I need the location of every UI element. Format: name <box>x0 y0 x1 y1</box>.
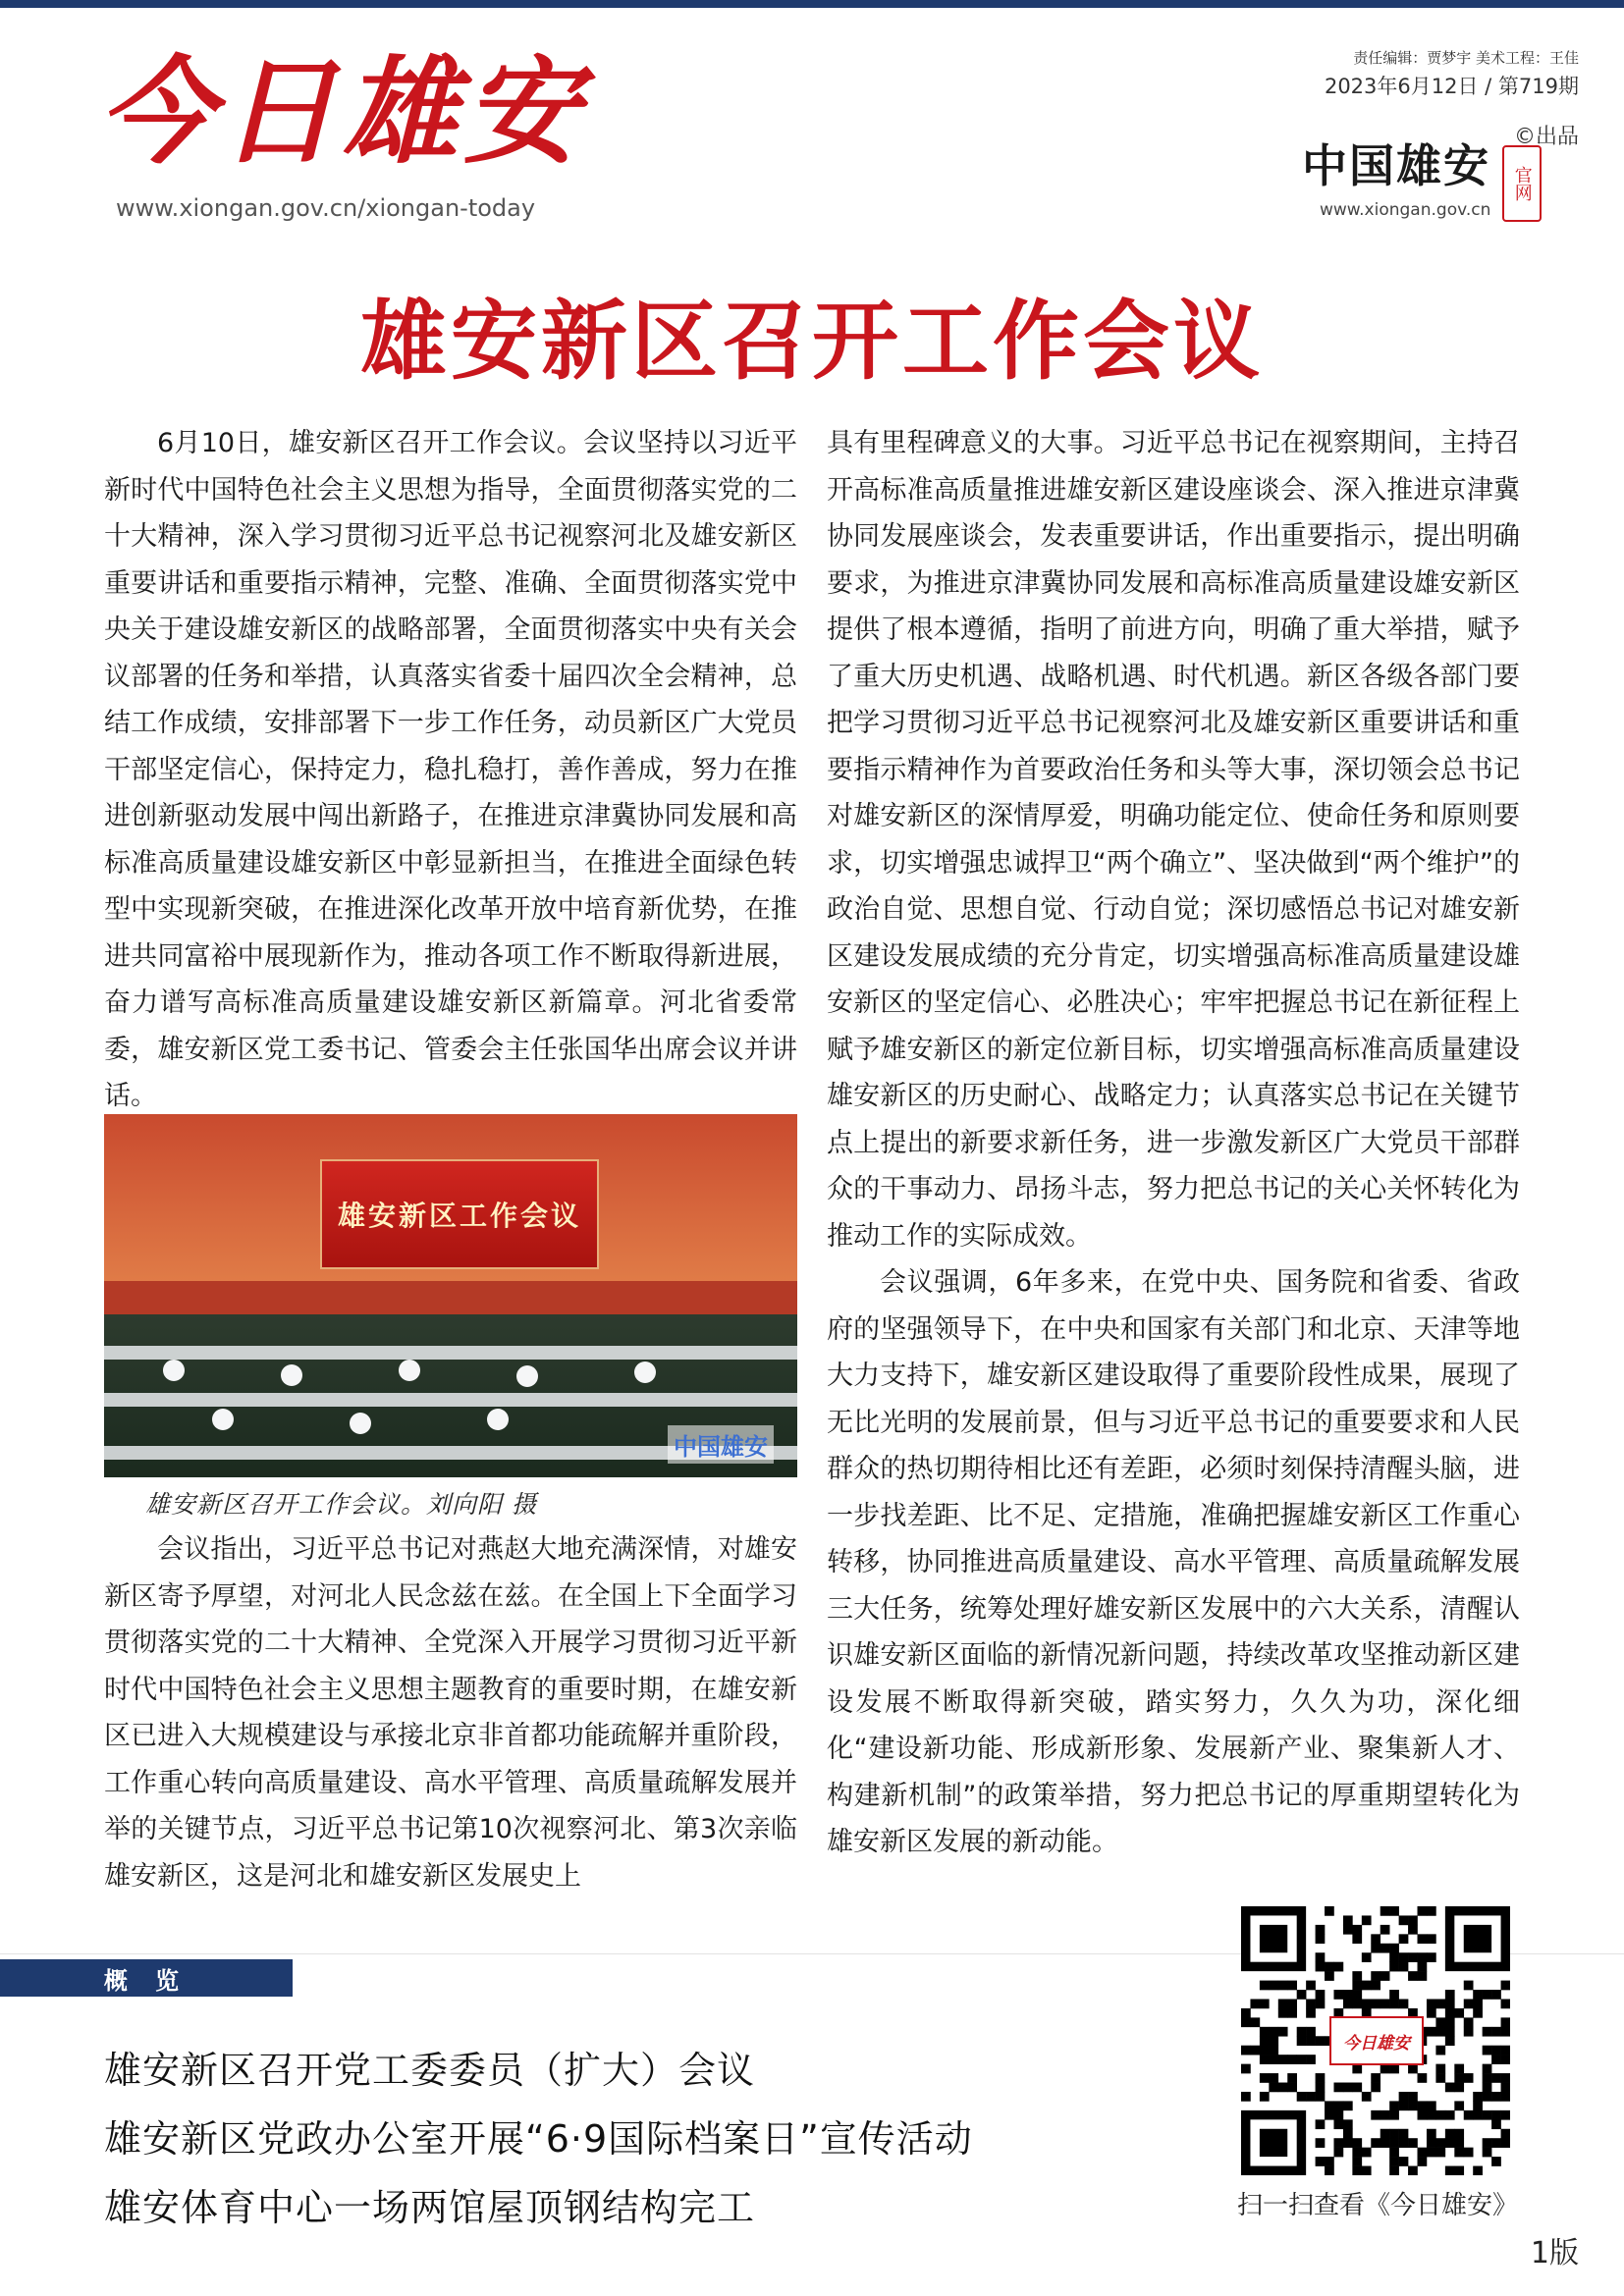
qr-module <box>1260 1981 1270 1991</box>
qr-module <box>1473 2101 1483 2110</box>
qr-module <box>1418 1962 1428 1972</box>
qr-module <box>1399 2138 1409 2148</box>
qr-module <box>1427 1934 1436 1944</box>
qr-module <box>1399 1962 1409 1972</box>
qr-module <box>1333 2138 1343 2148</box>
photo-attendee <box>212 1409 234 1430</box>
qr-module <box>1501 2046 1510 2056</box>
qr-module <box>1389 1990 1399 2000</box>
qr-module <box>1491 2119 1501 2129</box>
qr-module <box>1408 2064 1418 2074</box>
qr-module <box>1362 1999 1372 2008</box>
qr-module <box>1445 2110 1455 2120</box>
qr-module <box>1352 2138 1362 2148</box>
qr-module <box>1464 2110 1474 2120</box>
overview-tag: 概 览 <box>0 1959 293 1997</box>
qr-module <box>1427 2148 1436 2158</box>
qr-module <box>1380 2129 1390 2139</box>
qr-module <box>1473 1990 1483 2000</box>
qr-module <box>1418 1906 1428 1916</box>
qr-module <box>1241 2092 1251 2102</box>
qr-module <box>1464 2017 1474 2027</box>
qr-module <box>1389 1952 1399 1962</box>
editor-credits: 责任编辑：贾梦宇 美术工程：王佳 <box>1353 49 1579 67</box>
qr-module <box>1445 2166 1455 2175</box>
qr-center-logo: 今日雄安 <box>1329 2016 1424 2065</box>
qr-module <box>1473 1999 1483 2008</box>
qr-module <box>1445 1990 1455 2000</box>
qr-module <box>1306 1981 1316 1991</box>
qr-module <box>1389 2110 1399 2120</box>
qr-module <box>1278 2008 1288 2018</box>
article-column-right <box>827 420 1520 1866</box>
qr-module <box>1435 2110 1445 2120</box>
qr-module <box>1399 2129 1409 2139</box>
qr-module <box>1483 2092 1492 2102</box>
qr-module <box>1260 2092 1270 2102</box>
qr-module <box>1435 2138 1445 2148</box>
qr-module <box>1306 2092 1316 2102</box>
qr-module <box>1287 2055 1297 2064</box>
qr-module <box>1435 1999 1445 2008</box>
qr-module <box>1389 2157 1399 2166</box>
qr-module <box>1427 2008 1436 2018</box>
qr-module <box>1501 2110 1510 2120</box>
qr-module <box>1483 2110 1492 2120</box>
photo-table-row <box>104 1393 797 1407</box>
qr-module <box>1445 2129 1455 2139</box>
qr-module <box>1408 2166 1418 2175</box>
qr-module <box>1343 2129 1353 2139</box>
qr-module <box>1343 2138 1353 2148</box>
qr-module <box>1343 1999 1353 2008</box>
article-paragraph-3: 会议强调，6年多来，在党中央、国务院和省委、省政府的坚强领导下，在中央和国家有关部门和北京、天津等地大力支持下，雄安新区建设取得了重要阶段性成果，展现了无比光明的发展前景，但与习近平总书记的重要要求和人民群众的热切期待相比还有差距，必须时刻保持清醒头脑，进一步找差距、比不足、定措施，准确把握雄安新区工作重心转移，协同推进高质量建设、高水平管理、高质量疏解发展三大任务，统筹处理好雄安新区发展中的六大关系，清醒认识雄安新区面临的新情况新问题，持续改革攻坚推动新区建设发展不断取得新突破，踏实努力，久久为功，深化细化“建设新功能、形成新形象、发展新产业、聚集新人才、构建新机制”的政策举措，努力把总书记的厚重期望转化为雄安新区发展的新动能。 <box>827 1267 1520 1857</box>
masthead-title: 今日雄安 <box>98 43 586 180</box>
qr-module <box>1269 2055 1278 2064</box>
qr-module <box>1501 2055 1510 2064</box>
photo-attendee <box>399 1360 420 1381</box>
qr-module <box>1333 2119 1343 2129</box>
qr-module <box>1306 2027 1316 2037</box>
qr-module <box>1435 2017 1445 2027</box>
produced-by: ©出品 <box>1513 125 1579 149</box>
qr-module <box>1418 1952 1428 1962</box>
qr-module <box>1473 2110 1483 2120</box>
qr-module <box>1501 2027 1510 2037</box>
qr-module <box>1287 2008 1297 2018</box>
photo-attendee <box>281 1364 302 1386</box>
qr-module <box>1418 1934 1428 1944</box>
qr-module <box>1445 2138 1455 2148</box>
qr-module <box>1269 2027 1278 2037</box>
qr-module <box>1333 2101 1343 2110</box>
qr-module <box>1352 1971 1362 1981</box>
qr-module <box>1418 2110 1428 2120</box>
qr-module <box>1435 2027 1445 2037</box>
qr-module <box>1501 2017 1510 2027</box>
qr-module <box>1269 2073 1278 2083</box>
qr-module <box>1501 2092 1510 2102</box>
qr-module <box>1445 2017 1455 2027</box>
qr-module <box>1260 2073 1270 2083</box>
qr-module <box>1483 2046 1492 2056</box>
qr-module <box>1269 2046 1278 2056</box>
qr-module <box>1427 2138 1436 2148</box>
qr-module <box>1483 2083 1492 2093</box>
qr-module <box>1445 2027 1455 2037</box>
qr-module <box>1435 2064 1445 2074</box>
qr-module <box>1371 1971 1380 1981</box>
qr-module <box>1418 2157 1428 2166</box>
qr-module <box>1325 2101 1334 2110</box>
qr-module <box>1371 1944 1380 1953</box>
qr-module <box>1380 1925 1390 1935</box>
photo-attendee <box>163 1360 185 1381</box>
qr-module <box>1260 2055 1270 2064</box>
qr-module <box>1501 2073 1510 2083</box>
qr-module <box>1316 1999 1326 2008</box>
page-number: 1版 <box>1530 2236 1579 2270</box>
qr-module <box>1418 2148 1428 2158</box>
qr-module <box>1278 1981 1288 1991</box>
qr-module <box>1408 1971 1418 1981</box>
qr-module <box>1483 1990 1492 2000</box>
qr-module <box>1380 2138 1390 2148</box>
qr-module <box>1287 1981 1297 1991</box>
qr-module <box>1399 2092 1409 2102</box>
qr-module <box>1399 1915 1409 1925</box>
qr-module <box>1352 1925 1362 1935</box>
qr-module <box>1418 2101 1428 2110</box>
qr-caption: 扫一扫查看《今日雄安》 <box>1236 2191 1518 2220</box>
qr-module <box>1343 2119 1353 2129</box>
photo-attendee <box>516 1365 538 1387</box>
qr-module <box>1380 2110 1390 2120</box>
photo-caption: 雄安新区召开工作会议。刘向阳 摄 <box>145 1490 537 1519</box>
qr-module <box>1352 1990 1362 2000</box>
qr-module <box>1483 2064 1492 2074</box>
qr-module <box>1435 2073 1445 2083</box>
qr-module <box>1435 2046 1445 2056</box>
qr-module <box>1491 2046 1501 2056</box>
qr-module <box>1445 2008 1455 2018</box>
qr-module <box>1389 1999 1399 2008</box>
qr-module <box>1380 2064 1390 2074</box>
qr-module <box>1269 2036 1278 2046</box>
qr-module <box>1445 1999 1455 2008</box>
article-column-left-bottom <box>104 1526 797 1899</box>
qr-module <box>1362 2092 1372 2102</box>
qr-module <box>1306 1999 1316 2008</box>
qr-module <box>1260 1925 1287 1952</box>
qr-module <box>1380 1971 1390 1981</box>
qr-module <box>1380 1944 1390 1953</box>
qr-module <box>1352 2064 1362 2074</box>
qr-module <box>1297 2036 1307 2046</box>
qr-module <box>1278 2027 1288 2037</box>
qr-module <box>1352 1981 1362 1991</box>
qr-module <box>1260 2027 1270 2037</box>
qr-module <box>1316 1990 1326 2000</box>
qr-module <box>1427 2027 1436 2037</box>
qr-module <box>1260 2129 1287 2157</box>
qr-module <box>1343 1915 1353 1925</box>
qr-module <box>1316 2036 1326 2046</box>
qr-module <box>1399 2157 1409 2166</box>
qr-module <box>1241 2064 1251 2074</box>
qr-module <box>1343 1925 1353 1935</box>
qr-module <box>1491 1990 1501 2000</box>
qr-module <box>1316 1925 1326 1935</box>
photo-attendee <box>487 1409 509 1430</box>
qr-module <box>1352 2148 1362 2158</box>
qr-module <box>1278 2055 1288 2064</box>
qr-module <box>1380 1906 1390 1916</box>
qr-module <box>1501 1981 1510 1991</box>
qr-module <box>1464 1925 1491 1952</box>
logo-url[interactable]: www.xiongan.gov.cn <box>1320 200 1491 220</box>
qr-module <box>1491 2138 1501 2148</box>
photo-watermark: 中国雄安 <box>668 1425 774 1464</box>
qr-module <box>1343 2101 1353 2110</box>
qr-module <box>1287 2083 1297 2093</box>
qr-module <box>1491 2110 1501 2120</box>
qr-module <box>1325 1962 1334 1972</box>
official-site-badge-text: 官网 <box>1511 166 1533 201</box>
qr-module <box>1333 2083 1343 2093</box>
qr-module <box>1297 2055 1307 2064</box>
qr-module <box>1306 2008 1316 2018</box>
qr-module <box>1389 2148 1399 2158</box>
qr-module <box>1445 2083 1455 2093</box>
qr-module <box>1491 2092 1501 2102</box>
photo-stage-screen <box>320 1159 599 1269</box>
qr-module <box>1464 2148 1474 2158</box>
qr-module <box>1380 1999 1390 2008</box>
overview-item[interactable]: 雄安新区召开党工委委员（扩大）会议 <box>104 2049 756 2092</box>
qr-code[interactable] <box>1241 1906 1510 2175</box>
qr-module <box>1260 1999 1270 2008</box>
qr-module <box>1473 2008 1483 2018</box>
qr-module <box>1454 2166 1464 2175</box>
qr-module <box>1352 2157 1362 2166</box>
qr-module <box>1352 1999 1362 2008</box>
qr-module <box>1260 2046 1270 2056</box>
qr-module <box>1306 2036 1316 2046</box>
qr-module <box>1333 2110 1343 2120</box>
qr-module <box>1389 1962 1399 1972</box>
qr-module <box>1325 1971 1334 1981</box>
qr-module <box>1325 1906 1334 1916</box>
qr-module <box>1250 2046 1260 2056</box>
qr-module <box>1454 2083 1464 2093</box>
qr-module <box>1418 2073 1428 2083</box>
photo-screen-text: 雄安新区工作会议 <box>337 1200 581 1232</box>
qr-module <box>1445 2036 1455 2046</box>
qr-module <box>1316 2092 1326 2102</box>
overview-item[interactable]: 雄安体育中心一场两馆屋顶钢结构完工 <box>104 2186 756 2229</box>
qr-module <box>1464 1981 1474 1991</box>
qr-module <box>1427 2101 1436 2110</box>
qr-module <box>1408 2138 1418 2148</box>
qr-module <box>1371 1999 1380 2008</box>
qr-module <box>1371 1981 1380 1991</box>
qr-module <box>1418 1971 1428 1981</box>
qr-module <box>1325 2110 1334 2120</box>
qr-module <box>1333 1962 1343 1972</box>
qr-module <box>1389 1906 1399 1916</box>
qr-module <box>1325 2166 1334 2175</box>
photo-attendee <box>634 1362 656 1383</box>
qr-module <box>1278 2083 1288 2093</box>
qr-module <box>1408 2092 1418 2102</box>
qr-module <box>1371 2110 1380 2120</box>
photo-attendee <box>350 1413 371 1434</box>
qr-module <box>1316 1934 1326 1944</box>
qr-module <box>1427 1999 1436 2008</box>
qr-module <box>1408 1915 1418 1925</box>
qr-module <box>1269 2083 1278 2093</box>
qr-module <box>1427 2110 1436 2120</box>
qr-module <box>1501 2083 1510 2093</box>
qr-module <box>1501 2129 1510 2139</box>
qr-module <box>1241 2008 1251 2018</box>
qr-module <box>1491 2073 1501 2083</box>
qr-module <box>1333 2148 1343 2158</box>
qr-module <box>1389 2101 1399 2110</box>
qr-module <box>1454 2129 1464 2139</box>
masthead-url[interactable]: www.xiongan.gov.cn/xiongan-today <box>116 194 536 222</box>
qr-module <box>1297 2092 1307 2102</box>
qr-module <box>1316 2119 1326 2129</box>
official-site-badge <box>1502 145 1542 222</box>
issue-date: 2023年6月12日 / 第719期 <box>1324 75 1579 98</box>
article-paragraph-2-continued: 具有里程碑意义的大事。习近平总书记在视察期间，主持召开高标准高质量推进雄安新区建设座谈会、深入推进京津冀协同发展座谈会，发表重要讲话，作出重要指示，提出明确要求，为推进京津冀协同发展和高标准高质量建设雄安新区提供了根本遵循，指明了前进方向，明确了重大举措，赋予了重大历史机遇、战略机遇、时代机遇。新区各级各部门要把学习贯彻习近平总书记视察河北及雄安新区重要讲话和重要指示精神作为首要政治任务和头等大事，深切领会总书记对雄安新区的深情厚爱，明确功能定位、使命任务和原则要求，切实增强忠诚捍卫“两个确立”、坚决做到“两个维护”的政治自觉、思想自觉、行动自觉；深切感悟总书记对雄安新区建设发展成绩的充分肯定，切实增强高标准高质量建设雄安新区的坚定信心、必胜决心；牢牢把握总书记在新征程上赋予雄安新区的新定位新目标，切实增强高标准高质量建设雄安新区的历史耐心、战略定力；认真落实总书记在关键节点上提出的新要求新任务，进一步激发新区广大党员干部群众的干事动力、昂扬斗志，努力把总书记的关心关怀转化为推动工作的实际成效。 <box>827 428 1520 1252</box>
qr-module <box>1454 2064 1464 2074</box>
qr-module <box>1454 2138 1464 2148</box>
qr-module <box>1473 2092 1483 2102</box>
qr-module <box>1473 2166 1483 2175</box>
qr-module <box>1464 1999 1474 2008</box>
qr-module <box>1454 2008 1464 2018</box>
qr-module <box>1269 1981 1278 1991</box>
china-xiongan-logo: 中国雄安 <box>1302 139 1490 192</box>
qr-module <box>1427 2129 1436 2139</box>
qr-module <box>1362 2148 1372 2158</box>
qr-module <box>1316 2083 1326 2093</box>
qr-module <box>1316 1962 1326 1972</box>
qr-module <box>1389 2166 1399 2175</box>
qr-module <box>1316 2157 1326 2166</box>
qr-module <box>1297 1990 1307 2000</box>
qr-module <box>1491 2055 1501 2064</box>
qr-module <box>1491 2157 1501 2166</box>
qr-module <box>1371 2138 1380 2148</box>
qr-module <box>1352 2083 1362 2093</box>
qr-module <box>1260 2036 1270 2046</box>
qr-module <box>1287 1999 1297 2008</box>
qr-module <box>1427 1906 1436 1916</box>
article-headline: 雄安新区召开工作会议 <box>359 290 1264 392</box>
qr-module <box>1389 1944 1399 1953</box>
qr-module <box>1333 1990 1343 2000</box>
qr-module <box>1408 1952 1418 1962</box>
qr-module <box>1464 2027 1474 2037</box>
qr-module <box>1343 1990 1353 2000</box>
qr-module <box>1278 1999 1288 2008</box>
photo-stage <box>104 1281 797 1314</box>
qr-module <box>1399 1952 1409 1962</box>
qr-module <box>1501 1999 1510 2008</box>
qr-module <box>1454 2073 1464 2083</box>
article-paragraph-1: 6月10日，雄安新区召开工作会议。会议坚持以习近平新时代中国特色社会主义思想为指导，全面贯彻落实党的二十大精神，深入学习贯彻习近平总书记视察河北及雄安新区重要讲话和重要指示精神，完整、准确、全面贯彻落实党中央关于建设雄安新区的战略部署，全面贯彻落实中央有关会议部署的任务和举措，认真落实省委十届四次全会精神，总结工作成绩，安排部署下一步工作任务，动员新区广大党员干部坚定信心，保持定力，稳扎稳打，善作善成，努力在推进创新驱动发展中闯出新路子，在推进京津冀协同发展和高标准高质量建设雄安新区中彰显新担当，在推进全面绿色转型中实现新突破，在推进深化改革开放中培育新优势，在推进共同富裕中展现新作为，推动各项工作不断取得新进展，奋力谱写高标准高质量建设雄安新区新篇章。河北省委常委，雄安新区党工委书记、管委会主任张国华出席会议并讲话。 <box>104 428 797 1111</box>
qr-module <box>1250 2017 1260 2027</box>
qr-module <box>1306 2055 1316 2064</box>
top-color-bar <box>0 0 1624 8</box>
qr-module <box>1371 2073 1380 2083</box>
qr-module <box>1362 1952 1372 1962</box>
qr-module <box>1464 2073 1474 2083</box>
qr-module <box>1483 2138 1492 2148</box>
qr-module <box>1316 1952 1326 1962</box>
qr-module <box>1454 2148 1464 2158</box>
qr-module <box>1483 2073 1492 2083</box>
qr-module <box>1399 2101 1409 2110</box>
qr-module <box>1435 2148 1445 2158</box>
qr-module <box>1389 2064 1399 2074</box>
qr-module <box>1427 1952 1436 1962</box>
qr-module <box>1297 2027 1307 2037</box>
meeting-photo <box>104 1114 797 1477</box>
qr-module <box>1362 1915 1372 1925</box>
qr-module <box>1362 1981 1372 1991</box>
qr-module <box>1501 2138 1510 2148</box>
qr-module <box>1325 2157 1334 2166</box>
qr-module <box>1371 1934 1380 1944</box>
qr-module <box>1352 1934 1362 1944</box>
qr-module <box>1241 2017 1251 2027</box>
qr-module <box>1250 1999 1260 2008</box>
article-paragraph-2: 会议指出，习近平总书记对燕赵大地充满深情，对雄安新区寄予厚望，对河北人民念兹在兹。在全国上下全面学习贯彻落实党的二十大精神、全党深入开展学习贯彻习近平新时代中国特色社会主义思想主题教育的重要时期，在雄安新区已进入大规模建设与承接北京非首都功能疏解并重阶段，工作重心转向高质量建设、高水平管理、高质量疏解发展并举的关键节点，习近平总书记第10次视察河北、第3次亲临雄安新区，这是河北和雄安新区发展史上 <box>104 1534 797 1892</box>
photo-table-row <box>104 1346 797 1360</box>
qr-module <box>1389 2129 1399 2139</box>
qr-module <box>1287 2073 1297 2083</box>
qr-module <box>1389 2138 1399 2148</box>
qr-module <box>1491 2027 1501 2037</box>
qr-module <box>1371 2083 1380 2093</box>
qr-module <box>1483 2148 1492 2158</box>
qr-module <box>1399 1999 1409 2008</box>
qr-module <box>1343 2083 1353 2093</box>
qr-module <box>1241 2046 1251 2056</box>
qr-module <box>1408 2101 1418 2110</box>
qr-module <box>1399 1934 1409 1944</box>
qr-module <box>1316 2138 1326 2148</box>
qr-module <box>1483 2027 1492 2037</box>
qr-module <box>1408 1925 1418 1935</box>
qr-module <box>1454 2101 1464 2110</box>
qr-module <box>1362 2166 1372 2175</box>
qr-module <box>1352 2166 1362 2175</box>
article-column-left-top <box>104 420 797 1120</box>
qr-module <box>1316 2073 1326 2083</box>
overview-item[interactable]: 雄安新区党政办公室开展“6·9国际档案日”宣传活动 <box>104 2117 973 2161</box>
